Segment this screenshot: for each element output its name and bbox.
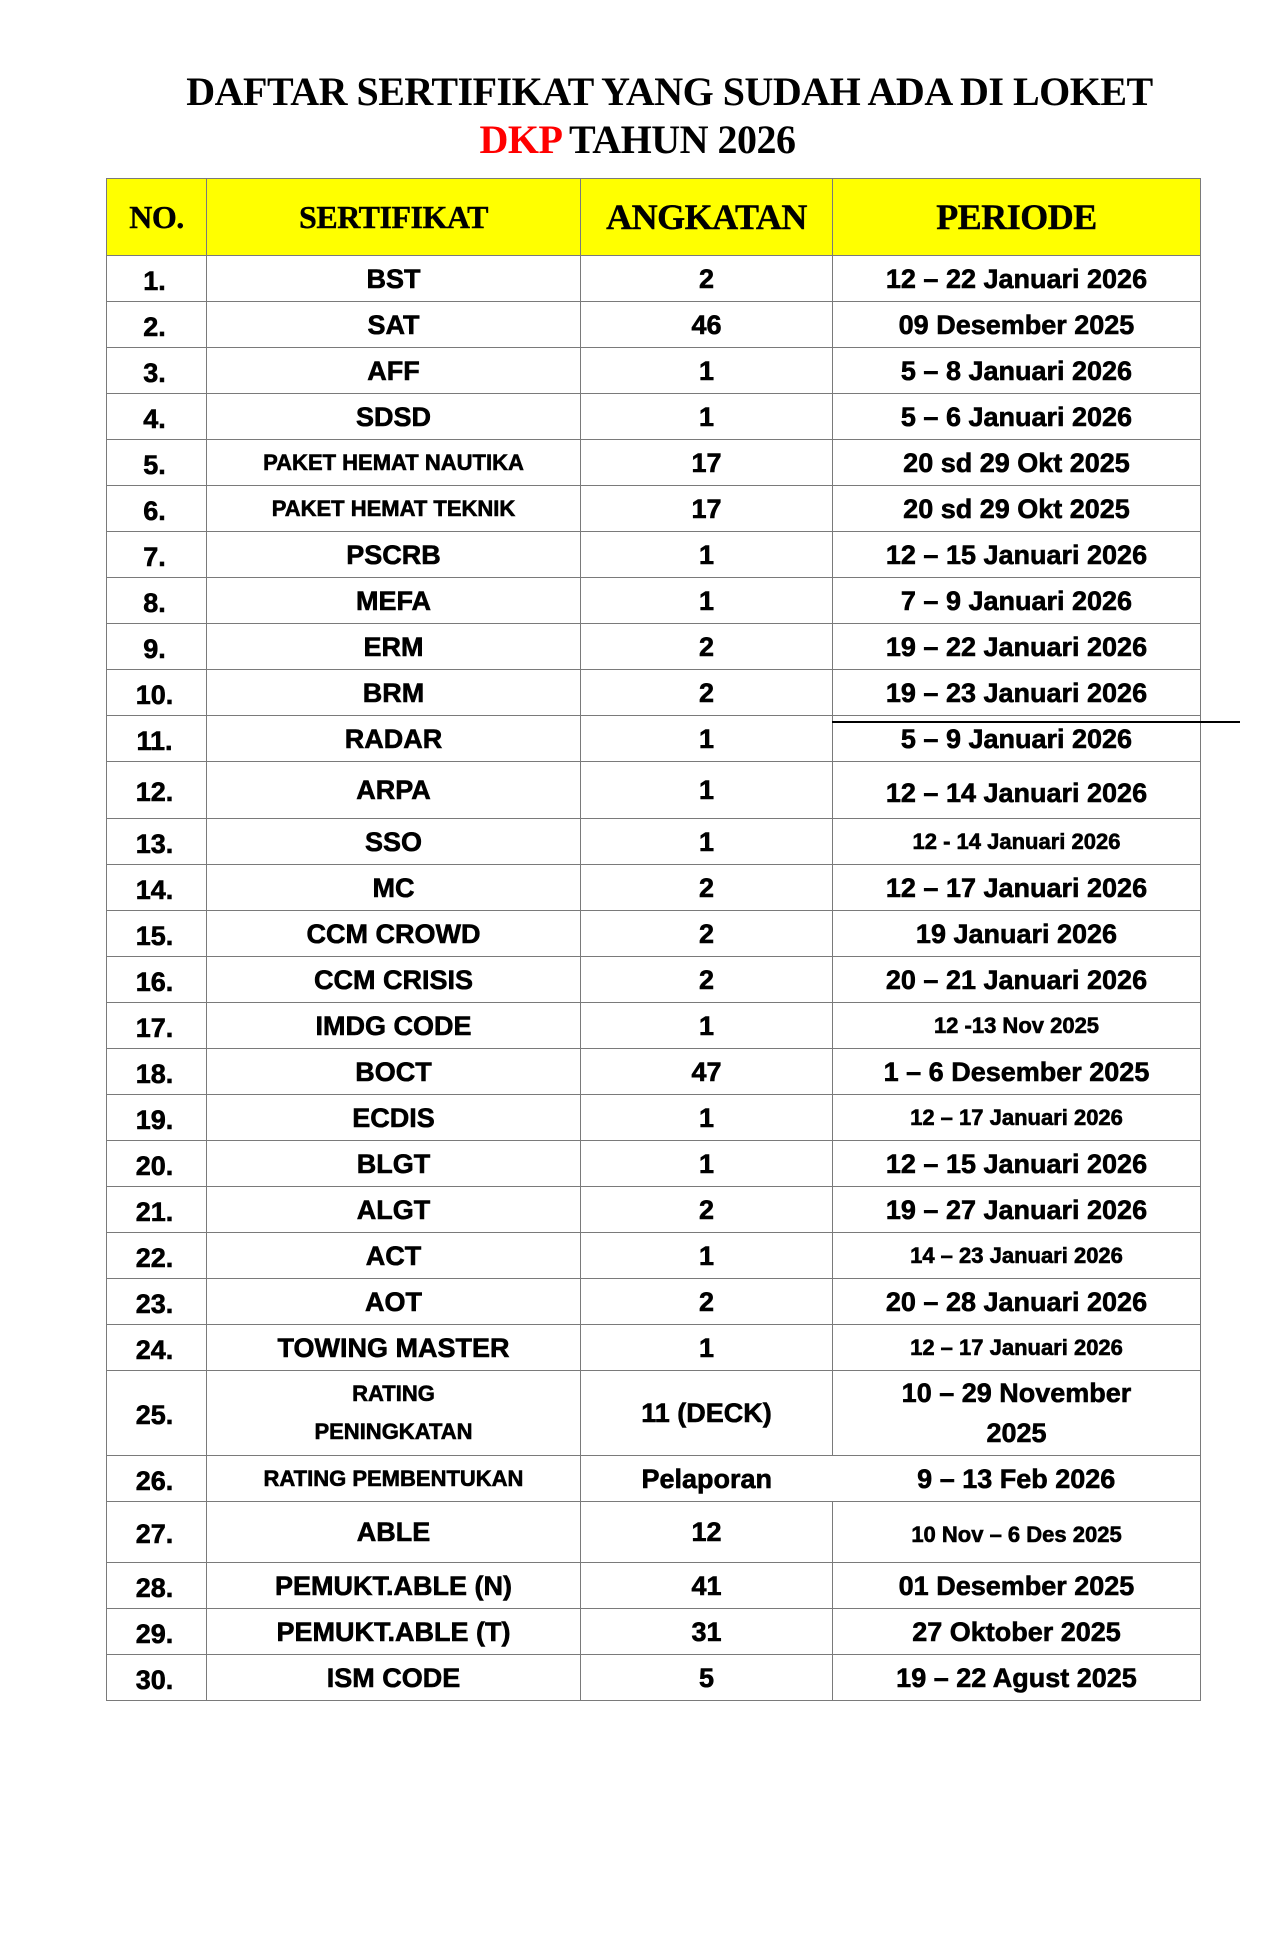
row-periode: 12 – 14 Januari 2026 — [833, 762, 1201, 819]
certificate-table — [106, 178, 1201, 1701]
table-row — [107, 302, 1201, 348]
row-sertifikat: ERM — [207, 624, 581, 670]
row-angkatan: 2 — [581, 1279, 833, 1325]
row-sertifikat: BLGT — [207, 1141, 581, 1187]
table-row — [107, 957, 1201, 1003]
row-periode: 5 – 8 Januari 2026 — [833, 348, 1201, 394]
row-angkatan: 1 — [581, 532, 833, 578]
row-no: 4. — [107, 394, 207, 440]
row-periode-line1: 10 – 29 November — [901, 1378, 1132, 1408]
table-row — [107, 1187, 1201, 1233]
row-sertifikat: CCM CRISIS — [207, 957, 581, 1003]
row-periode: 27 Oktober 2025 — [833, 1609, 1201, 1655]
table-row — [107, 1141, 1201, 1187]
row-periode: 19 – 22 Agust 2025 — [833, 1655, 1201, 1701]
row-periode: 12 – 15 Januari 2026 — [833, 1141, 1201, 1187]
row-periode: 14 – 23 Januari 2026 — [833, 1233, 1201, 1279]
document-title: DAFTAR SERTIFIKAT YANG SUDAH ADA DI LOKET — [186, 69, 1153, 114]
row-sertifikat: ECDIS — [207, 1095, 581, 1141]
row-sertifikat: SSO — [207, 819, 581, 865]
row-sertifikat: RADAR — [207, 716, 581, 762]
row-sertifikat: IMDG CODE — [207, 1003, 581, 1049]
row-no: 26. — [107, 1456, 207, 1502]
row-periode: 12 - 14 Januari 2026 — [833, 819, 1201, 865]
row-angkatan: 1 — [581, 819, 833, 865]
row-periode: 20 – 28 Januari 2026 — [833, 1279, 1201, 1325]
row-angkatan: 11 (DECK) — [581, 1371, 833, 1456]
row-angkatan: 2 — [581, 957, 833, 1003]
row-sertifikat: PEMUKT.ABLE (T) — [207, 1609, 581, 1655]
row-sertifikat: PAKET HEMAT TEKNIK — [207, 486, 581, 532]
row-periode: 20 – 21 Januari 2026 — [833, 957, 1201, 1003]
table-row — [107, 762, 1201, 819]
table-row — [107, 486, 1201, 532]
row-sertifikat: SDSD — [207, 394, 581, 440]
row-no: 19. — [107, 1095, 207, 1141]
table-row — [107, 394, 1201, 440]
row-angkatan: 41 — [581, 1563, 833, 1609]
row-angkatan: 2 — [581, 624, 833, 670]
row-angkatan: 12 — [581, 1502, 833, 1563]
row-angkatan: 31 — [581, 1609, 833, 1655]
row-sertifikat: AFF — [207, 348, 581, 394]
row-no: 17. — [107, 1003, 207, 1049]
table-row — [107, 670, 1201, 716]
table-row — [107, 1003, 1201, 1049]
row-angkatan: 17 — [581, 486, 833, 532]
row-no: 8. — [107, 578, 207, 624]
row-sertifikat: AOT — [207, 1279, 581, 1325]
table-row — [107, 256, 1201, 302]
header-no: NO. — [107, 179, 207, 256]
document-subtitle — [0, 116, 1275, 164]
row-no: 7. — [107, 532, 207, 578]
header-sertifikat: SERTIFIKAT — [207, 179, 581, 256]
row-angkatan: 2 — [581, 911, 833, 957]
row-sertifikat: ACT — [207, 1233, 581, 1279]
row-periode: 19 – 23 Januari 2026 — [833, 670, 1201, 716]
row-sertifikat: PEMUKT.ABLE (N) — [207, 1563, 581, 1609]
row-sertifikat: RATING PEMBENTUKAN — [207, 1456, 581, 1502]
row-angkatan: 2 — [581, 670, 833, 716]
table-row — [107, 1049, 1201, 1095]
row-no: 9. — [107, 624, 207, 670]
row-periode: 12 – 22 Januari 2026 — [833, 256, 1201, 302]
row-periode — [833, 1371, 1201, 1456]
row-no: 28. — [107, 1563, 207, 1609]
row-angkatan: 1 — [581, 1003, 833, 1049]
row-sertifikat: PAKET HEMAT NAUTIKA — [207, 440, 581, 486]
table-row — [107, 1655, 1201, 1701]
row-periode: 5 – 9 Januari 2026 — [833, 716, 1201, 762]
row-no: 16. — [107, 957, 207, 1003]
row-angkatan: 1 — [581, 716, 833, 762]
table-row — [107, 440, 1201, 486]
row-angkatan: 1 — [581, 1233, 833, 1279]
row-periode: 1 – 6 Desember 2025 — [833, 1049, 1201, 1095]
table-row — [107, 348, 1201, 394]
subtitle-year: TAHUN 2026 — [560, 117, 796, 162]
table-row — [107, 1456, 1201, 1502]
row-no: 25. — [107, 1371, 207, 1456]
table-row — [107, 1095, 1201, 1141]
row-periode-line2: 2025 — [986, 1418, 1047, 1448]
row-no: 27. — [107, 1502, 207, 1563]
row-angkatan: 1 — [581, 762, 833, 819]
row-sertifikat: ABLE — [207, 1502, 581, 1563]
row-no: 14. — [107, 865, 207, 911]
table-row — [107, 1233, 1201, 1279]
row-angkatan: 1 — [581, 1325, 833, 1371]
table-row — [107, 1563, 1201, 1609]
row-sertifikat-line1: RATING — [352, 1381, 435, 1406]
row-periode: 12 – 17 Januari 2026 — [833, 1095, 1201, 1141]
row-periode: 12 – 17 Januari 2026 — [833, 865, 1201, 911]
row-no: 11. — [107, 716, 207, 762]
row-periode: 12 -13 Nov 2025 — [833, 1003, 1201, 1049]
row-no: 3. — [107, 348, 207, 394]
row-sertifikat: SAT — [207, 302, 581, 348]
row-periode: 19 – 22 Januari 2026 — [833, 624, 1201, 670]
row-sertifikat: PSCRB — [207, 532, 581, 578]
row-periode: 20 sd 29 Okt 2025 — [833, 440, 1201, 486]
row-periode: 19 Januari 2026 — [833, 911, 1201, 957]
row-sertifikat: CCM CROWD — [207, 911, 581, 957]
row-sertifikat: MEFA — [207, 578, 581, 624]
table-row — [107, 819, 1201, 865]
row-no: 1. — [107, 256, 207, 302]
table-row — [107, 1609, 1201, 1655]
row-angkatan: 1 — [581, 348, 833, 394]
row-angkatan: 1 — [581, 1141, 833, 1187]
row-sertifikat: MC — [207, 865, 581, 911]
row-sertifikat: ISM CODE — [207, 1655, 581, 1701]
row-angkatan: 1 — [581, 394, 833, 440]
row-sertifikat: TOWING MASTER — [207, 1325, 581, 1371]
row-angkatan: 1 — [581, 578, 833, 624]
table-row — [107, 532, 1201, 578]
row-periode: 20 sd 29 Okt 2025 — [833, 486, 1201, 532]
table-row — [107, 1502, 1201, 1563]
row-sertifikat: ALGT — [207, 1187, 581, 1233]
stray-divider-line — [832, 721, 1240, 723]
row-no: 2. — [107, 302, 207, 348]
dkp-highlight: DKP — [479, 117, 561, 162]
row-no: 15. — [107, 911, 207, 957]
header-angkatan: ANGKATAN — [581, 179, 833, 256]
row-periode: 7 – 9 Januari 2026 — [833, 578, 1201, 624]
row-no: 24. — [107, 1325, 207, 1371]
row-periode: 12 – 15 Januari 2026 — [833, 532, 1201, 578]
row-angkatan: 2 — [581, 865, 833, 911]
row-angkatan: 46 — [581, 302, 833, 348]
row-periode: 19 – 27 Januari 2026 — [833, 1187, 1201, 1233]
row-sertifikat: BOCT — [207, 1049, 581, 1095]
table-row — [107, 1325, 1201, 1371]
row-periode: 12 – 17 Januari 2026 — [833, 1325, 1201, 1371]
row-angkatan: 17 — [581, 440, 833, 486]
row-periode: 5 – 6 Januari 2026 — [833, 394, 1201, 440]
row-angkatan: 47 — [581, 1049, 833, 1095]
row-sertifikat — [207, 1371, 581, 1456]
table-row — [107, 1371, 1201, 1456]
row-angkatan: 5 — [581, 1655, 833, 1701]
header-periode: PERIODE — [833, 179, 1201, 256]
row-no: 13. — [107, 819, 207, 865]
row-no: 18. — [107, 1049, 207, 1095]
row-no: 5. — [107, 440, 207, 486]
row-angkatan: 2 — [581, 1187, 833, 1233]
row-sertifikat: ARPA — [207, 762, 581, 819]
row-no: 6. — [107, 486, 207, 532]
table-row — [107, 1279, 1201, 1325]
row-no: 22. — [107, 1233, 207, 1279]
row-periode: 09 Desember 2025 — [833, 302, 1201, 348]
row-no: 30. — [107, 1655, 207, 1701]
row-no: 10. — [107, 670, 207, 716]
row-no: 20. — [107, 1141, 207, 1187]
row-sertifikat-line2: PENINGKATAN — [314, 1419, 473, 1444]
row-no: 23. — [107, 1279, 207, 1325]
row-angkatan: 1 — [581, 1095, 833, 1141]
table-row — [107, 624, 1201, 670]
row-angkatan: 2 — [581, 256, 833, 302]
table-row — [107, 578, 1201, 624]
row-sertifikat: BRM — [207, 670, 581, 716]
row-no: 21. — [107, 1187, 207, 1233]
row-periode: 01 Desember 2025 — [833, 1563, 1201, 1609]
table-row — [107, 911, 1201, 957]
row-sertifikat: BST — [207, 256, 581, 302]
row-angkatan: Pelaporan — [581, 1456, 833, 1502]
row-no: 29. — [107, 1609, 207, 1655]
row-periode: 9 – 13 Feb 2026 — [833, 1456, 1201, 1502]
table-header-row — [107, 179, 1201, 256]
table-row — [107, 865, 1201, 911]
row-periode: 10 Nov – 6 Des 2025 — [833, 1502, 1201, 1563]
row-no: 12. — [107, 762, 207, 819]
